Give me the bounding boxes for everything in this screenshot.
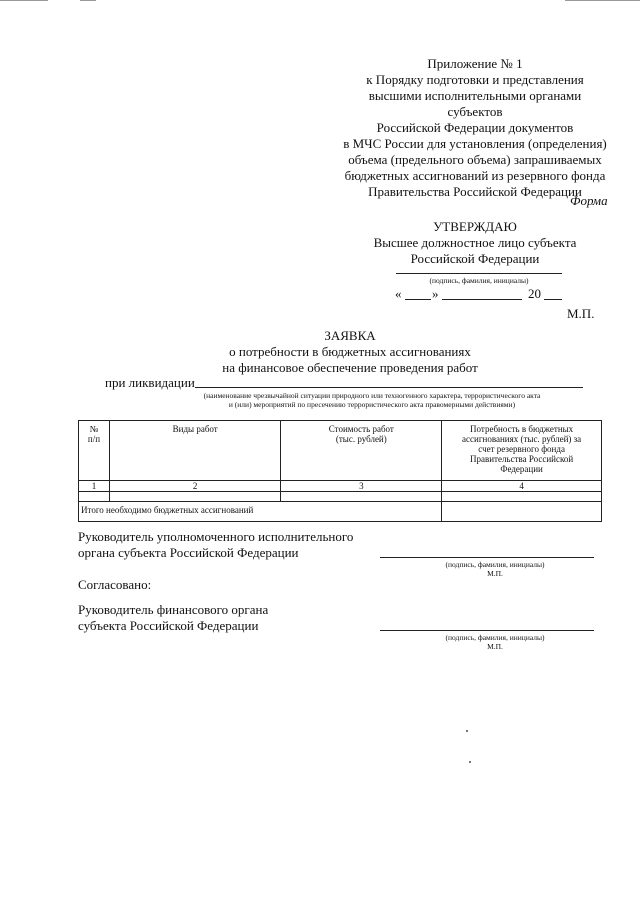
finance-seal: М.П.: [487, 642, 503, 651]
column-number-cell: 1: [79, 481, 110, 492]
finance-signature-caption: (подпись, фамилия, инициалы): [445, 633, 545, 642]
approve-signature-caption: (подпись, фамилия, инициалы): [429, 276, 529, 285]
approve-official-line: Российской Федерации: [410, 251, 540, 266]
approve-block: [350, 219, 600, 267]
request-subtitle: о потребности в бюджетных ассигнованиях: [229, 344, 471, 359]
appendix-line: объема (предельного объема) запрашиваемых: [348, 152, 602, 167]
appendix-line: Правительства Российской Федерации: [368, 184, 582, 199]
table-cell: [442, 492, 602, 502]
liquidation-caption-line: и (или) мероприятий по пресечению террористического акта правомерными действиями): [228, 400, 516, 409]
table-row: [79, 492, 602, 502]
finance-signature-caption-block: [400, 633, 590, 651]
approve-seal: М.П.: [567, 306, 595, 321]
scan-edge-artifact: [80, 0, 96, 1]
date-day-line: [405, 299, 431, 300]
table-number-row: [79, 481, 602, 492]
agreed-label: Согласовано:: [78, 577, 152, 592]
header-cell-cost: Стоимость работ (тыс. рублей): [281, 421, 442, 481]
head-signatory-block: [78, 529, 353, 561]
column-number-cell: 2: [109, 481, 280, 492]
appendix-title: Приложение № 1: [427, 56, 523, 71]
liquidation-caption-line: (наименование чрезвычайной ситуации природного или техногенного характера, террористического акта: [203, 391, 541, 400]
request-title-block: [200, 328, 500, 376]
scan-speck: [469, 761, 471, 763]
head-signatory-line: Руководитель уполномоченного исполнительного: [78, 529, 354, 544]
liquidation-line: [195, 387, 583, 388]
request-subtitle: на финансовое обеспечение проведения работ: [222, 360, 478, 375]
head-signature-caption-block: [400, 560, 590, 578]
header-cell-need: Потребность в бюджетных ассигнованиях (тыс. рублей) за счет резервного фонда Правительства Российской Федерации: [442, 421, 602, 481]
column-number-cell: 4: [442, 481, 602, 492]
form-label: Форма: [570, 193, 608, 208]
header-cell-work-types: Виды работ: [109, 421, 280, 481]
date-year: 20: [528, 286, 541, 301]
finance-signature-line: [380, 630, 594, 631]
head-signatory-line: органа субъекта Российской Федерации: [78, 545, 299, 560]
scan-edge-artifact: [0, 0, 48, 1]
appendix-line: бюджетных ассигнований из резервного фонда: [344, 168, 606, 183]
approve-signature-line: [396, 273, 562, 274]
liquidation-label: при ликвидации: [105, 375, 195, 390]
appendix-line: в МЧС России для установления (определения): [343, 136, 607, 151]
date-open-quote: «: [395, 286, 402, 301]
table-cell: [109, 492, 280, 502]
table-header-row: [79, 421, 602, 481]
approve-official-line: Высшее должностное лицо субъекта: [373, 235, 577, 250]
total-value-cell: [442, 502, 602, 522]
liquidation-caption: [160, 391, 584, 409]
header-cell-number: № п/п: [79, 421, 110, 481]
total-label-cell: Итого необходимо бюджетных ассигнований: [79, 502, 442, 522]
finance-signatory-line: Руководитель финансового органа: [78, 602, 269, 617]
table-cell: [281, 492, 442, 502]
scan-edge-artifact: [565, 0, 640, 1]
date-month-line: [442, 299, 522, 300]
scan-speck: [466, 730, 468, 732]
finance-signatory-block: [78, 602, 268, 634]
column-number-cell: 3: [281, 481, 442, 492]
approve-title: УТВЕРЖДАЮ: [433, 219, 517, 234]
appendix-line: к Порядку подготовки и представления: [366, 72, 584, 87]
head-signature-line: [380, 557, 594, 558]
table-total-row: [79, 502, 602, 522]
date-close-quote: »: [432, 286, 439, 301]
appendix-line: высшими исполнительными органами субъектов: [368, 88, 582, 119]
request-table: [78, 420, 602, 522]
date-year-line: [544, 299, 562, 300]
table-cell: [79, 492, 110, 502]
appendix-line: Российской Федерации документов: [376, 120, 574, 135]
appendix-block: [340, 56, 610, 200]
head-signature-caption: (подпись, фамилия, инициалы): [445, 560, 545, 569]
finance-signatory-line: субъекта Российской Федерации: [78, 618, 259, 633]
request-title: ЗАЯВКА: [324, 328, 376, 343]
head-seal: М.П.: [487, 569, 503, 578]
